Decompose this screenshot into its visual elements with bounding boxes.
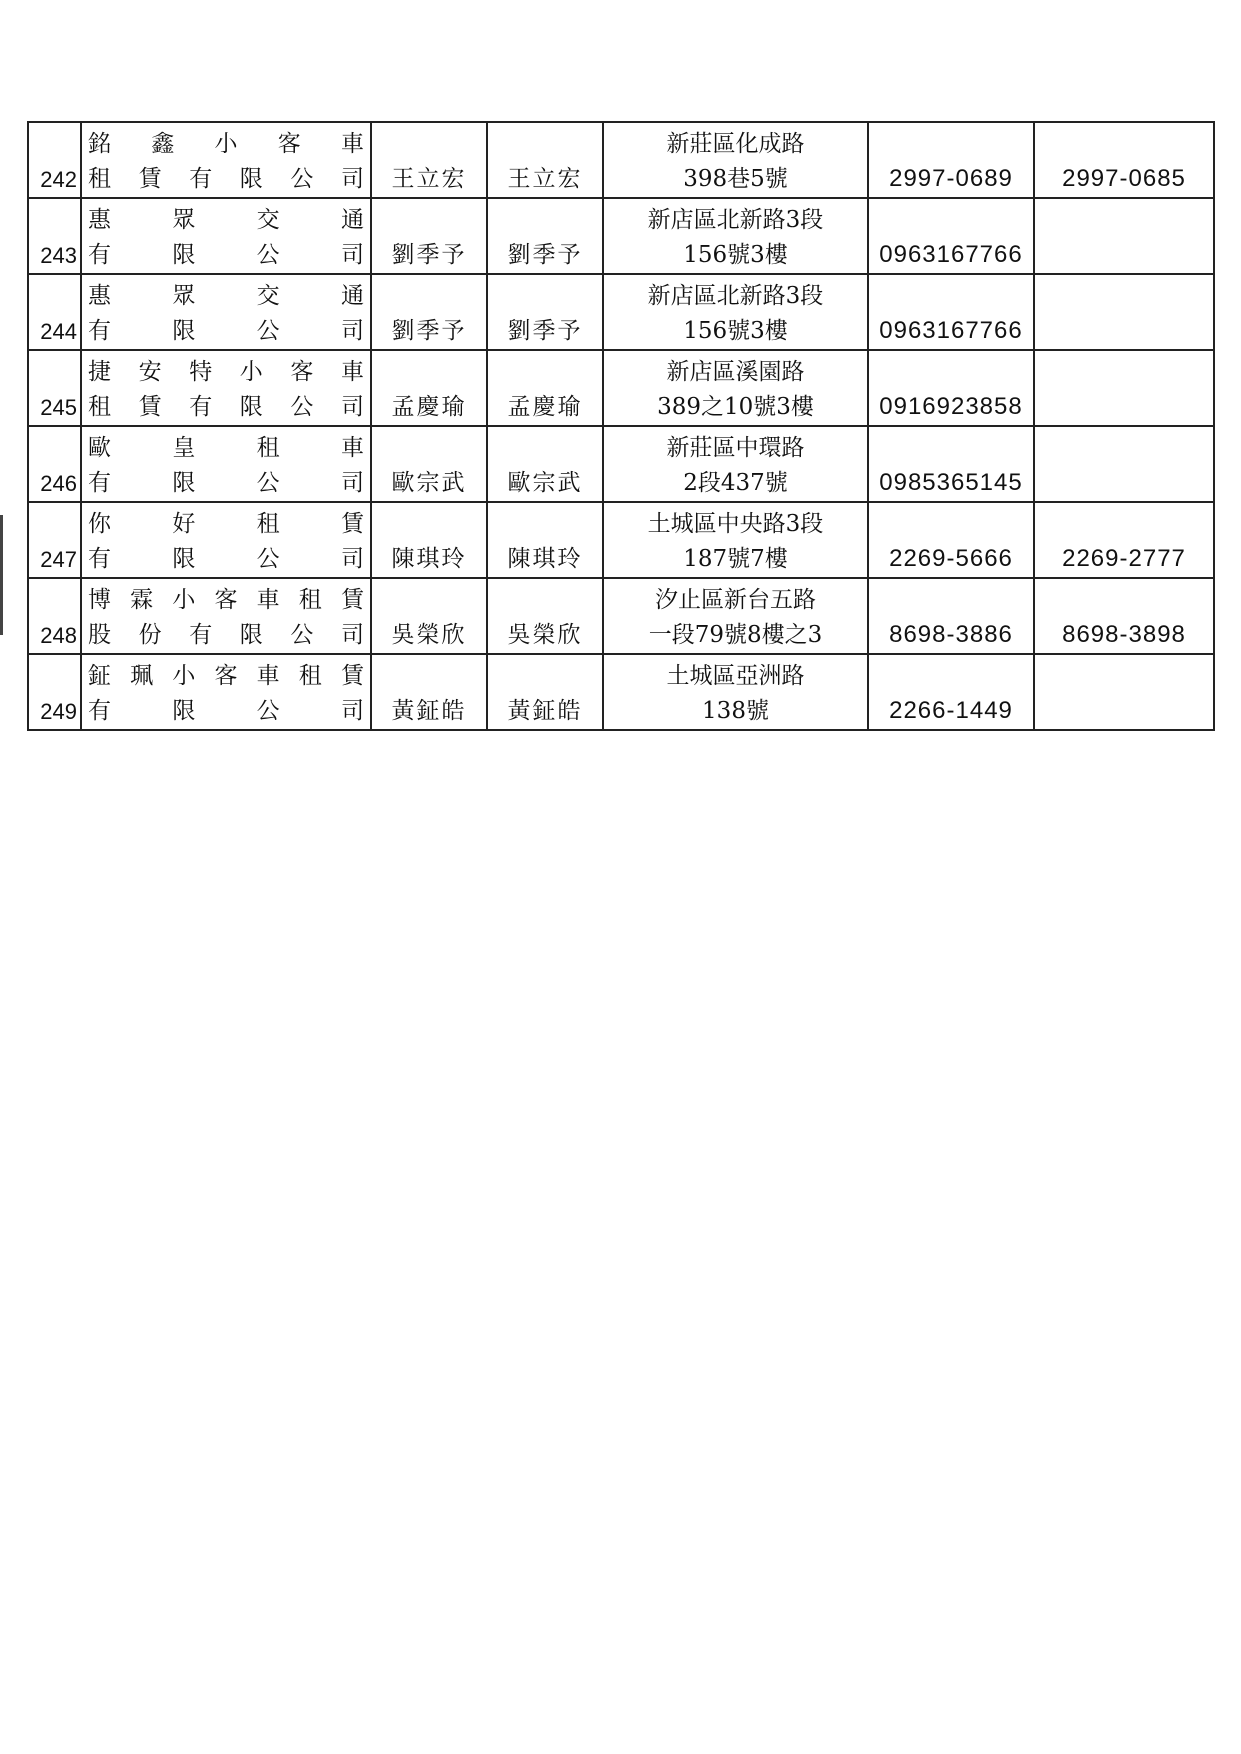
row-number: 249 bbox=[28, 654, 81, 730]
company-name-line2: 租 賃 有 限 公 司 bbox=[88, 166, 364, 192]
address-line1: 新莊區中環路 bbox=[666, 435, 805, 461]
company-name bbox=[81, 350, 371, 426]
table-row bbox=[28, 426, 1214, 502]
row-number: 245 bbox=[28, 350, 81, 426]
manager: 孟慶瑜 bbox=[487, 350, 603, 426]
address-line2: 2段437號 bbox=[683, 470, 788, 496]
fax: 8698-3898 bbox=[1034, 578, 1214, 654]
representative: 王立宏 bbox=[371, 122, 487, 198]
address-line2: 156號3樓 bbox=[683, 318, 788, 344]
address-line2: 389之10號3樓 bbox=[657, 394, 814, 420]
fax bbox=[1034, 654, 1214, 730]
address bbox=[603, 654, 868, 730]
manager: 劉季予 bbox=[487, 274, 603, 350]
manager: 吳榮欣 bbox=[487, 578, 603, 654]
phone: 8698-3886 bbox=[868, 578, 1034, 654]
address-line1: 土城區中央路3段 bbox=[647, 511, 824, 537]
company-name-line1: 博 霖 小 客 車 租 賃 bbox=[88, 587, 364, 613]
fax bbox=[1034, 274, 1214, 350]
company-name-line2: 股 份 有 限 公 司 bbox=[88, 622, 364, 648]
phone: 0916923858 bbox=[868, 350, 1034, 426]
fax bbox=[1034, 426, 1214, 502]
address bbox=[603, 426, 868, 502]
company-name-line1: 捷 安 特 小 客 車 bbox=[88, 359, 364, 385]
row-number: 243 bbox=[28, 198, 81, 274]
row-number: 248 bbox=[28, 578, 81, 654]
scan-edge-mark bbox=[0, 515, 3, 635]
address-line2: 398巷5號 bbox=[683, 166, 788, 192]
company-name-line1: 歐 皇 租 車 bbox=[88, 435, 364, 461]
fax bbox=[1034, 198, 1214, 274]
table-body bbox=[28, 122, 1214, 730]
company-name bbox=[81, 502, 371, 578]
address-line1: 新店區北新路3段 bbox=[647, 207, 824, 233]
company-name-line2: 有 限 公 司 bbox=[88, 242, 364, 268]
company-name-line1: 你 好 租 賃 bbox=[88, 511, 364, 537]
company-name-line2: 有 限 公 司 bbox=[88, 470, 364, 496]
phone: 0963167766 bbox=[868, 198, 1034, 274]
address bbox=[603, 122, 868, 198]
company-name-line1: 惠 眾 交 通 bbox=[88, 283, 364, 309]
representative: 歐宗武 bbox=[371, 426, 487, 502]
company-name-line2: 有 限 公 司 bbox=[88, 546, 364, 572]
address-line2: 一段79號8樓之3 bbox=[648, 622, 823, 648]
phone: 2266-1449 bbox=[868, 654, 1034, 730]
address bbox=[603, 578, 868, 654]
manager: 陳琪玲 bbox=[487, 502, 603, 578]
representative: 劉季予 bbox=[371, 274, 487, 350]
representative: 劉季予 bbox=[371, 198, 487, 274]
manager: 王立宏 bbox=[487, 122, 603, 198]
rental-company-table bbox=[27, 121, 1215, 731]
address bbox=[603, 198, 868, 274]
address-line1: 新莊區化成路 bbox=[666, 131, 805, 157]
manager: 黃鉦皓 bbox=[487, 654, 603, 730]
company-name-line1: 銘 鑫 小 客 車 bbox=[88, 131, 364, 157]
address-line1: 新店區北新路3段 bbox=[647, 283, 824, 309]
table-row bbox=[28, 502, 1214, 578]
table-row bbox=[28, 198, 1214, 274]
address-line2: 187號7樓 bbox=[683, 546, 788, 572]
representative: 孟慶瑜 bbox=[371, 350, 487, 426]
representative: 吳榮欣 bbox=[371, 578, 487, 654]
fax: 2997-0685 bbox=[1034, 122, 1214, 198]
fax: 2269-2777 bbox=[1034, 502, 1214, 578]
representative: 陳琪玲 bbox=[371, 502, 487, 578]
address bbox=[603, 274, 868, 350]
address bbox=[603, 502, 868, 578]
company-name bbox=[81, 578, 371, 654]
manager: 劉季予 bbox=[487, 198, 603, 274]
company-name bbox=[81, 274, 371, 350]
table-row bbox=[28, 122, 1214, 198]
row-number: 242 bbox=[28, 122, 81, 198]
company-name bbox=[81, 654, 371, 730]
phone: 2269-5666 bbox=[868, 502, 1034, 578]
address-line1: 汐止區新台五路 bbox=[655, 587, 816, 613]
row-number: 247 bbox=[28, 502, 81, 578]
phone: 0985365145 bbox=[868, 426, 1034, 502]
address-line2: 156號3樓 bbox=[683, 242, 788, 268]
company-name bbox=[81, 122, 371, 198]
company-name-line2: 有 限 公 司 bbox=[88, 318, 364, 344]
fax bbox=[1034, 350, 1214, 426]
company-name-line2: 有 限 公 司 bbox=[88, 698, 364, 724]
phone: 0963167766 bbox=[868, 274, 1034, 350]
company-name bbox=[81, 198, 371, 274]
table-row bbox=[28, 654, 1214, 730]
representative: 黃鉦皓 bbox=[371, 654, 487, 730]
table-row bbox=[28, 274, 1214, 350]
company-name-line1: 惠 眾 交 通 bbox=[88, 207, 364, 233]
company-name-line2: 租 賃 有 限 公 司 bbox=[88, 394, 364, 420]
company-name-line1: 鉦 珮 小 客 車 租 賃 bbox=[88, 663, 364, 689]
address bbox=[603, 350, 868, 426]
phone: 2997-0689 bbox=[868, 122, 1034, 198]
table-row bbox=[28, 578, 1214, 654]
company-name bbox=[81, 426, 371, 502]
row-number: 246 bbox=[28, 426, 81, 502]
address-line1: 新店區溪園路 bbox=[666, 359, 805, 385]
address-line2: 138號 bbox=[702, 698, 769, 724]
address-line1: 土城區亞洲路 bbox=[666, 663, 805, 689]
table-row bbox=[28, 350, 1214, 426]
manager: 歐宗武 bbox=[487, 426, 603, 502]
row-number: 244 bbox=[28, 274, 81, 350]
